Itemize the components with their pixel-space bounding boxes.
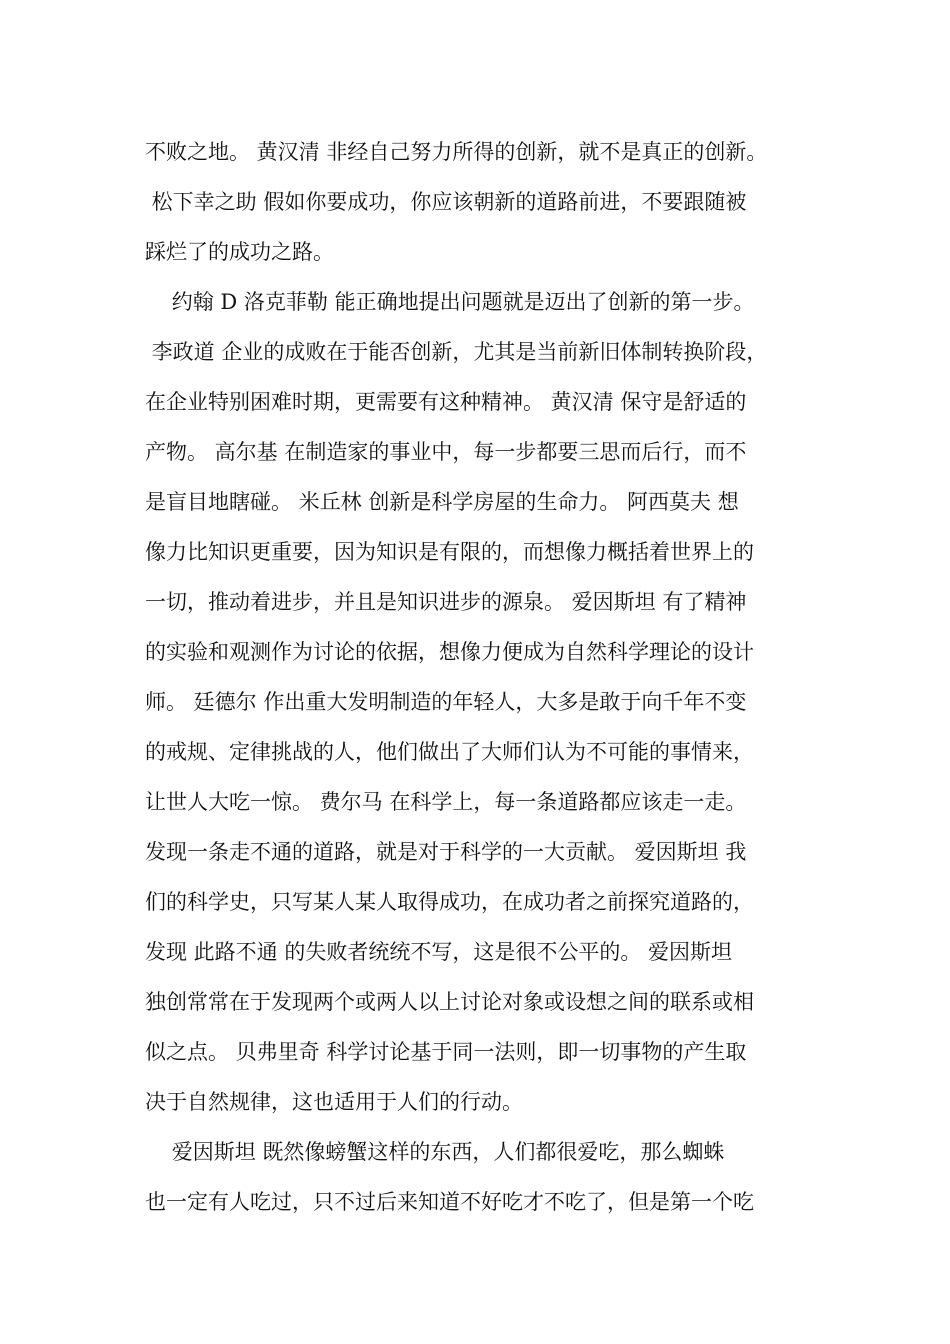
text-line: 松下幸之助 假如你要成功，你应该朝新的道路前进，不要跟随被 bbox=[145, 190, 747, 214]
text-line: 们的科学史，只写某人某人取得成功，在成功者之前探究道路的， bbox=[145, 890, 754, 914]
text-line: 决于自然规律，这也适用于人们的行动。 bbox=[145, 1090, 523, 1114]
text-line: 爱因斯坦 既然像螃蟹这样的东西，人们都很爱吃，那么蜘蛛 bbox=[145, 1140, 725, 1164]
text-line: 发现一条走不通的道路，就是对于科学的一大贡献。 爱因斯坦 我 bbox=[145, 840, 747, 864]
text-line: 让世人大吃一惊。 费尔马 在科学上，每一条道路都应该走一走。 bbox=[145, 790, 747, 814]
text-line: 踩烂了的成功之路。 bbox=[145, 240, 334, 264]
text-line: 产物。 高尔基 在制造家的事业中，每一步都要三思而后行，而不 bbox=[145, 440, 747, 464]
text-line: 在企业特别困难时期，更需要有这种精神。 黄汉清 保守是舒适的 bbox=[145, 390, 747, 414]
text-line: 师。 廷德尔 作出重大发明制造的年轻人，大多是敢于向千年不变 bbox=[145, 690, 747, 714]
text-line: 也一定有人吃过，只不过后来知道不好吃才不吃了，但是第一个吃 bbox=[145, 1190, 754, 1214]
text-line: 发现 此路不通 的失败者统统不写，这是很不公平的。 爱因斯坦 bbox=[145, 940, 733, 964]
text-line: 约翰 D 洛克菲勒 能正确地提出问题就是迈出了创新的第一步。 bbox=[145, 290, 755, 314]
text-line: 一切，推动着进步，并且是知识进步的源泉。 爱因斯坦 有了精神 bbox=[145, 590, 747, 614]
text-line: 的实验和观测作为讨论的依据，想像力便成为自然科学理论的设计 bbox=[145, 640, 754, 664]
text-line: 似之点。 贝弗里奇 科学讨论基于同一法则，即一切事物的产生取 bbox=[145, 1040, 747, 1064]
text-line: 是盲目地瞎碰。 米丘林 创新是科学房屋的生命力。 阿西莫夫 想 bbox=[145, 490, 739, 514]
text-line: 不败之地。 黄汉清 非经自己努力所得的创新，就不是真正的创新。 bbox=[145, 140, 768, 164]
text-line: 像力比知识更重要，因为知识是有限的，而想像力概括着世界上的 bbox=[145, 540, 754, 564]
text-line: 的戒规、定律挑战的人，他们做出了大师们认为不可能的事情来， bbox=[145, 740, 754, 764]
text-line: 李政道 企业的成败在于能否创新，尤其是当前新旧体制转换阶段， bbox=[145, 340, 768, 364]
text-line: 独创常常在于发现两个或两人以上讨论对象或设想之间的联系或相 bbox=[145, 990, 754, 1014]
body-text bbox=[145, 132, 825, 1232]
